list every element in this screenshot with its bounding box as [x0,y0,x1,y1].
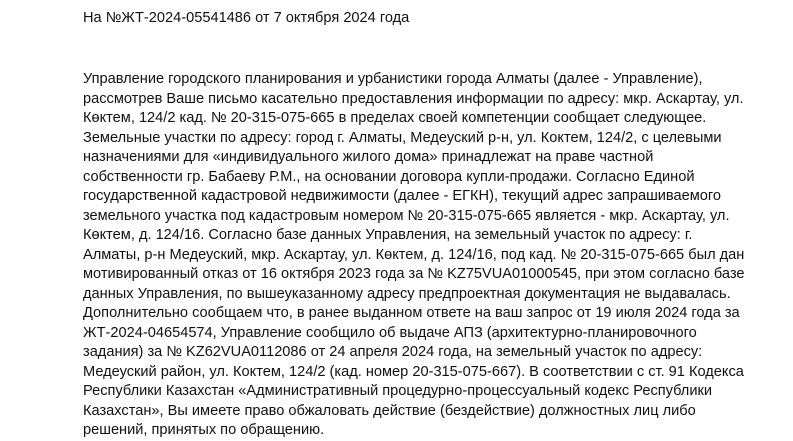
body-line-19: решений, принятых по обращению. [83,422,325,438]
body-line-15: задания) за № KZ62VUA0112086 от 24 апреля 2024 года, на земельный участок по адресу: [83,344,703,360]
body-line-10: Алматы, р-н Медеуский, мкр. Аскартау, ул. Көктем, д. 124/16, под кад. № 20-315-075-665 был дан [83,246,745,263]
body-line-12: данных Управления, по вышеуказанному адресу предпроектная документация не выдавалась. [83,285,731,302]
body-line-9: Көктем, д. 124/16. Согласно базе данных Управления, на земельный участок по адресу: г. [83,227,693,243]
body-line-17: Республики Казахстан «Административный процедурно-процессуальный кодекс Республики [83,383,713,399]
body-line-1: Управление городского планирования и урбанистики города Алматы (далее - Управление), [83,71,703,87]
body-line-4: Земельные участки по адресу: город г. Алматы, Медеуский р-н, ул. Коктем, 124/2, с целевыми [83,129,722,146]
letter-body [83,70,783,441]
body-line-2: рассмотрев Ваше письмо касательно предоставления информации по адресу: мкр. Аскартау, ул. [83,90,744,107]
body-line-18: Казахстан», Вы имеете право обжаловать действие (бездействие) должностных лиц либо [83,402,696,419]
body-line-3: Көктем, 124/2 кад. № 20-315-075-665 в пределах своей компетенции сообщает следующее. [83,110,707,126]
body-line-14: ЖТ-2024-04654574, Управление сообщило об выдаче АПЗ (архитектурно-планировочного [83,324,697,341]
body-line-16: Медеуский район, ул. Коктем, 124/2 (кад. номер 20-315-075-667). В соответствии с ст. 91 Кодекса [83,363,744,380]
body-line-8: земельного участка под кадастровым номером № 20-315-075-665 является - мкр. Аскартау, ул. [83,207,730,224]
body-line-6: собственности гр. Бабаеву Р.М., на основании договора купли-продажи. Согласно Единой [83,168,695,185]
reference-line: На №ЖТ-2024-05541486 от 7 октября 2024 года [83,10,410,26]
body-line-7: государственной кадастровой недвижимости (далее - ЕГКН), текущий адрес запрашиваемого [83,188,722,204]
body-line-13: Дополнительно сообщаем что, в ранее выданном ответе на ваш запрос от 19 июля 2024 года за [83,305,740,321]
body-line-5: назначениями для «индивидуального жилого дома» принадлежат на праве частной [83,149,654,165]
body-line-11: мотивированный отказ от 16 октября 2023 года за № KZ75VUA01000545, при этом согласно базе [83,266,745,282]
